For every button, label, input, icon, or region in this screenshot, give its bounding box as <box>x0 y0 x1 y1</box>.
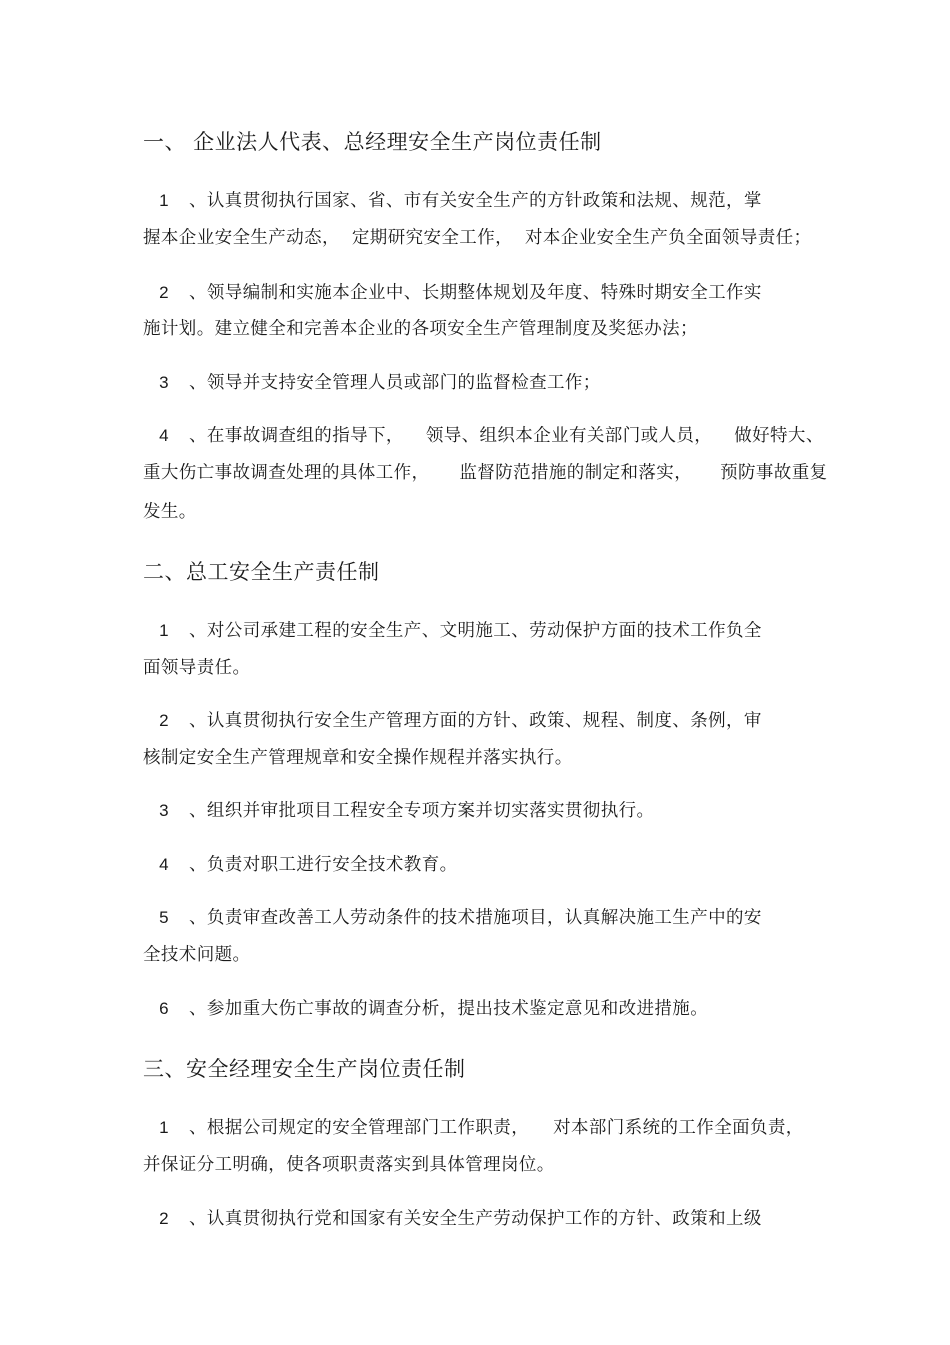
item-number: 2 <box>159 283 169 302</box>
paragraph-text: 、对公司承建工程的安全生产、文明施工、劳动保护方面的技术工作负全 <box>189 621 762 641</box>
item-number: 1 <box>159 621 169 640</box>
paragraph-text: 核制定安全生产管理规章和安全操作规程并落实执行。 <box>143 748 573 768</box>
paragraph-text: 发生。 <box>143 502 197 522</box>
paragraph-text: 、参加重大伤亡事故的调查分析，提出技术鉴定意见和改进措施。 <box>189 999 709 1019</box>
paragraph-line <box>143 192 762 211</box>
paragraph-line <box>143 1210 762 1229</box>
paragraph-text: 重大伤亡事故调查处理的具体工作， <box>143 463 430 483</box>
paragraph-text: 对本企业安全生产负全面领导责任； <box>525 228 812 248</box>
paragraph-line <box>143 374 601 393</box>
paragraph-line <box>143 1157 555 1175</box>
paragraph-text: 全技术问题。 <box>143 945 251 965</box>
paragraph-line <box>143 947 250 965</box>
paragraph-text: 面领导责任。 <box>143 658 251 678</box>
paragraph-text: 、在事故调查组的指导下， <box>189 426 404 446</box>
paragraph-text: 预防事故重复 <box>720 463 828 483</box>
paragraph-line <box>143 909 762 928</box>
paragraph-text: 、认真贯彻执行国家、省、市有关安全生产的方针政策和法规、规范，掌 <box>189 191 762 211</box>
paragraph-text: 握本企业安全生产动态， <box>143 228 340 248</box>
item-number: 4 <box>159 855 169 874</box>
paragraph-line <box>143 1119 804 1138</box>
paragraph-text: 、认真贯彻执行党和国家有关安全生产劳动保护工作的方针、政策和上级 <box>189 1209 762 1229</box>
paragraph-line <box>143 622 762 641</box>
paragraph-line <box>143 284 762 303</box>
paragraph-text: 定期研究安全工作， <box>351 228 514 248</box>
item-number: 3 <box>159 373 169 392</box>
paragraph-text: 施计划。建立健全和完善本企业的各项安全生产管理制度及奖惩办法； <box>143 319 698 339</box>
item-number: 4 <box>159 426 169 445</box>
paragraph-text: 、组织并审批项目工程安全专项方案并切实落实贯彻执行。 <box>189 801 655 821</box>
item-number: 6 <box>159 999 169 1018</box>
paragraph-text: 、负责审查改善工人劳动条件的技术措施项目，认真解决施工生产中的安 <box>189 908 762 928</box>
section-2-heading: 二、总工安全生产责任制 <box>143 560 380 584</box>
paragraph-line <box>143 321 698 339</box>
paragraph-line <box>143 750 573 768</box>
paragraph-text: 做好特大、 <box>734 426 824 446</box>
paragraph-line <box>143 712 762 731</box>
paragraph-text: 、领导编制和实施本企业中、长期整体规划及年度、特殊时期安全工作实 <box>189 283 762 303</box>
paragraph-text: 、认真贯彻执行安全生产管理方面的方针、政策、规程、制度、条例，审 <box>189 711 762 731</box>
item-number: 2 <box>159 1209 169 1228</box>
paragraph-line <box>143 802 654 821</box>
paragraph-line <box>143 1000 708 1019</box>
paragraph-line <box>143 856 458 875</box>
paragraph-line <box>143 230 811 248</box>
item-number: 1 <box>159 1118 169 1137</box>
item-number: 3 <box>159 801 169 820</box>
paragraph-line <box>143 465 828 483</box>
item-number: 1 <box>159 191 169 210</box>
paragraph-text: 并保证分工明确，使各项职责落实到具体管理岗位。 <box>143 1155 555 1175</box>
paragraph-text: 、领导并支持安全管理人员或部门的监督检查工作； <box>189 373 601 393</box>
paragraph-text: 监督防范措施的制定和落实， <box>459 463 693 483</box>
section-1-heading: 一、 企业法人代表、总经理安全生产岗位责任制 <box>143 130 602 154</box>
paragraph-line <box>143 427 824 446</box>
paragraph-line <box>143 660 250 678</box>
paragraph-text: 、负责对职工进行安全技术教育。 <box>189 855 458 875</box>
paragraph-line <box>143 504 197 522</box>
item-number: 5 <box>159 908 169 927</box>
paragraph-text: 领导、组织本企业有关部门或人员， <box>425 426 713 446</box>
paragraph-text: 、根据公司规定的安全管理部门工作职责， <box>189 1118 530 1138</box>
item-number: 2 <box>159 711 169 730</box>
paragraph-text: 对本部门系统的工作全面负责， <box>553 1118 804 1138</box>
section-3-heading: 三、安全经理安全生产岗位责任制 <box>143 1057 466 1081</box>
